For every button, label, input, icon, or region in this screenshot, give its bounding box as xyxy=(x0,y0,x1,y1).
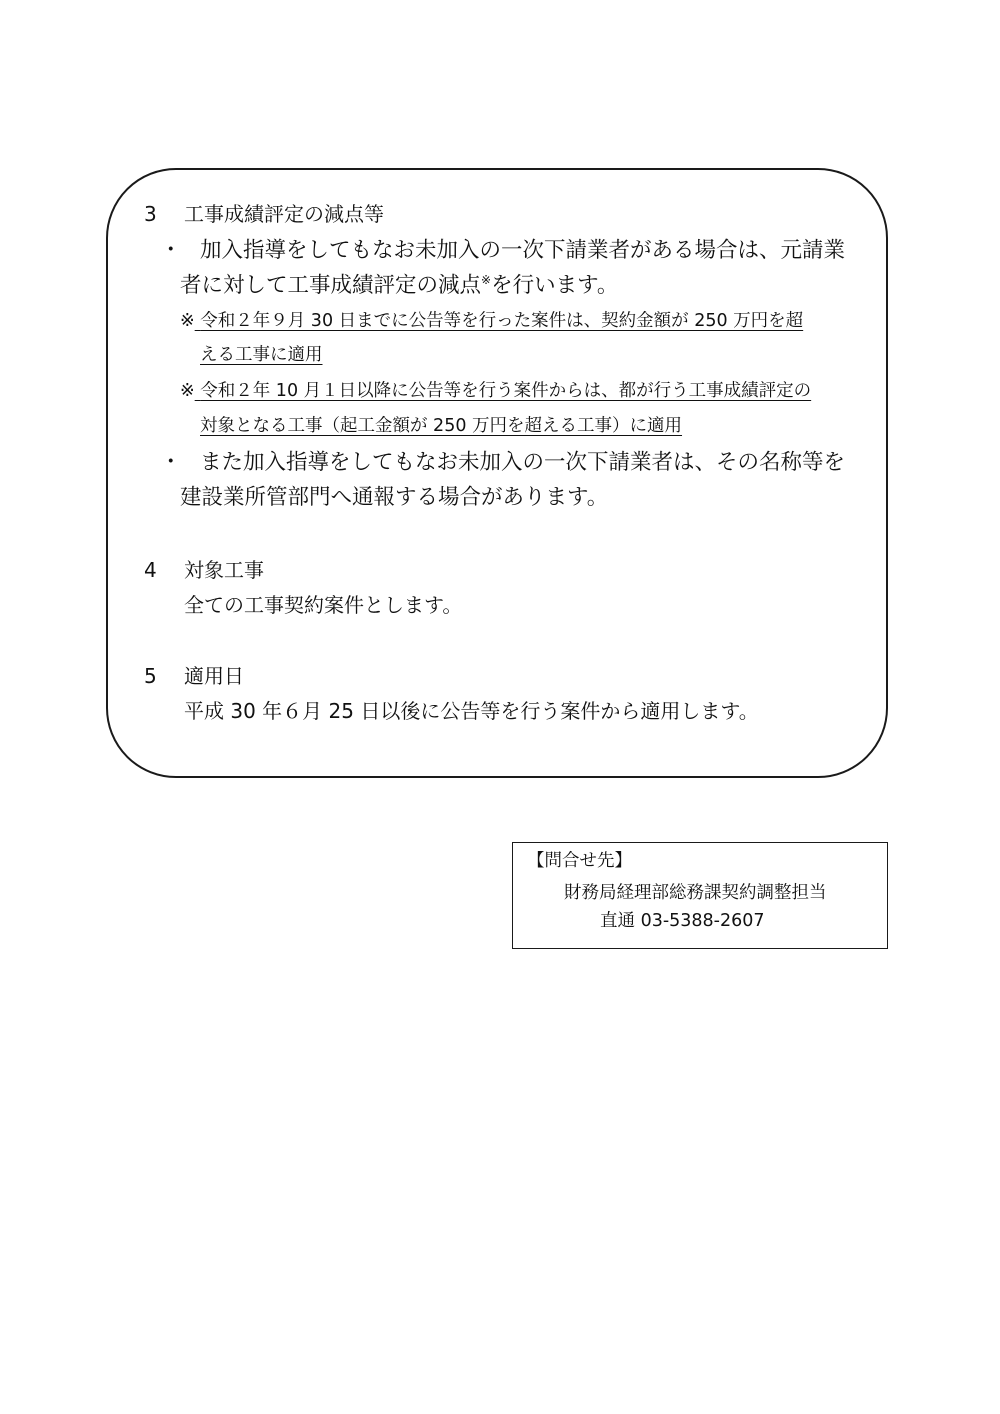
bullet-1-line-2-text: 者に対して工事成績評定の減点 xyxy=(180,273,482,298)
note-2-line-2: 対象となる工事（起工金額が 250 万円を超える工事）に適用 xyxy=(200,416,683,436)
bullet-1-marker: ・ xyxy=(160,238,182,263)
note-2-line-1 xyxy=(180,383,811,401)
section-3-title: 工事成績評定の減点等 xyxy=(184,202,384,226)
note-1-text: 令和２年９月 30 日までに公告等を行った案件は、契約金額が 250 万円を超 xyxy=(200,311,804,331)
contact-department: 財務局経理部総務課契約調整担当 xyxy=(564,883,827,903)
contact-phone: 直通 03-5388-2607 xyxy=(600,911,765,931)
section-4-body: 全ての工事契約案件とします。 xyxy=(184,593,463,617)
note-2-mark: ※ xyxy=(180,381,195,401)
note-1-line-1 xyxy=(180,313,803,331)
bullet-1-line-2 xyxy=(180,274,618,297)
bullet-2-marker: ・ xyxy=(160,450,182,475)
note-1-mark: ※ xyxy=(180,311,195,331)
section-4-title: 対象工事 xyxy=(184,558,264,582)
section-4-number: 4 xyxy=(144,558,157,582)
bullet-1-line-1: 加入指導をしてもなお未加入の一次下請業者がある場合は、元請業 xyxy=(200,238,846,263)
bullet-2-line-2: 建設業所管部門へ通報する場合があります。 xyxy=(180,485,609,510)
bullet-2-line-1: また加入指導をしてもなお未加入の一次下請業者は、その名称等を xyxy=(200,450,846,475)
section-5-body: 平成 30 年６月 25 日以後に公告等を行う案件から適用します。 xyxy=(184,699,759,723)
footnote-mark: ※ xyxy=(481,273,492,287)
section-5-number: 5 xyxy=(144,664,157,688)
contact-label: 【問合せ先】 xyxy=(527,851,632,871)
note-2-text: 令和２年 10 月１日以降に公告等を行う案件からは、都が行う工事成績評定の xyxy=(200,381,812,401)
section-3-number: 3 xyxy=(144,202,157,226)
bullet-1-line-2-end: を行います。 xyxy=(491,273,619,298)
contact-box xyxy=(512,842,888,949)
note-1-line-2: える工事に適用 xyxy=(200,345,323,365)
section-5-title: 適用日 xyxy=(184,664,244,688)
